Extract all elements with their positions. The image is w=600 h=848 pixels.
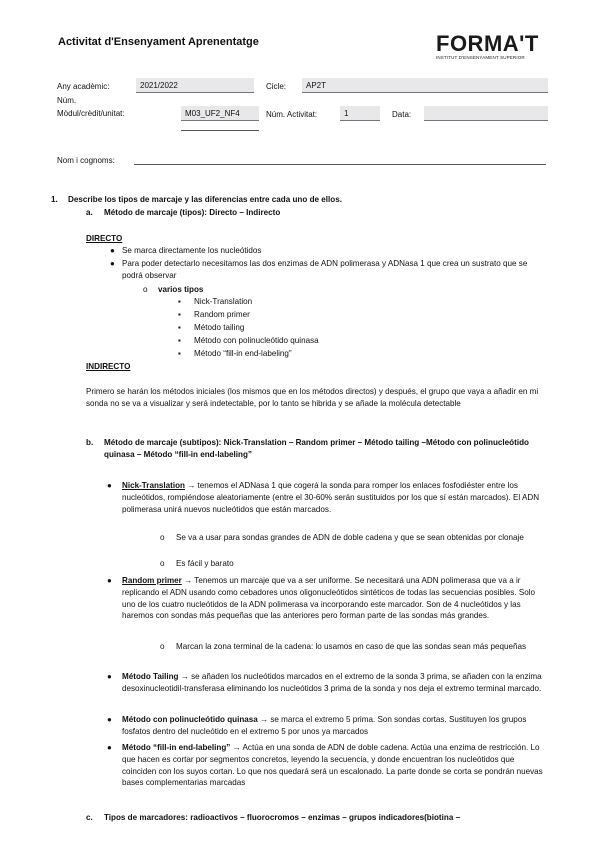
square-bullet-icon: ▪ <box>178 336 181 345</box>
num-label: Núm. <box>57 96 77 105</box>
nick-translation-item <box>122 480 544 515</box>
logo-sub-text: INSTITUT D'ENSENYAMENT SUPERIOR <box>436 55 525 60</box>
varios-tipos: varios tipos <box>158 285 204 294</box>
nick-sub-1: Se va a usar para sondas grandes de ADN de doble cadena y que se sean obtenidas por clonaje <box>176 533 524 542</box>
data-label: Data: <box>392 110 412 119</box>
bullet-icon: ● <box>110 259 115 268</box>
bullet-icon: ● <box>110 246 115 255</box>
nom-field[interactable] <box>134 164 546 165</box>
square-bullet-icon: ▪ <box>178 297 181 306</box>
bullet-icon: ● <box>107 743 112 752</box>
bullet-icon: ● <box>107 715 112 724</box>
circle-marker: o <box>160 642 165 651</box>
institution-logo <box>436 31 546 60</box>
year-label: Any acadèmic: <box>57 82 110 91</box>
logo-main-text: FORMA'T <box>436 31 539 56</box>
circle-marker: o <box>160 533 165 542</box>
fill-in-text: → Actúa en una sonda de ADN de doble cadena. Actúa una enzima de restricción. Lo que hacen es cortar por segmentos concretos, leyendo la secuencia, y donde encuentran los nucleótidos que coinciden con los suyos cortan. Lo que nos quedará será un escalonado. La parte donde se corta se pondrán nuevas bases complementarias marcadas <box>122 743 543 788</box>
section-c-title: Tipos de marcadores: radioactivos – fluorocromos – enzimas – grupos indicadores(biotina – <box>104 813 461 822</box>
modul-field[interactable]: M03_UF2_NF4 <box>181 106 259 121</box>
fill-in-term: Método “fill-in end-labeling” <box>122 743 231 752</box>
directo-bullet-1: Se marca directamente los nucleótidos <box>122 246 262 255</box>
type-item: Método “fill-in end-labeling” <box>194 349 292 358</box>
nick-translation-term: Nick-Translation <box>122 481 185 490</box>
directo-bullet-2: Para poder detectarlo necesitamos las dos enzimas de ADN polimerasa y ADNasa 1 que crea un sustrato que se podrá observar <box>122 259 528 280</box>
page-title: Activitat d'Ensenyament Aprenentatge <box>58 36 259 48</box>
bullet-icon: ● <box>107 481 112 490</box>
modul-label: Mòdul/crèdit/unitat: <box>57 109 125 118</box>
random-primer-text: → Tenemos un marcaje que va a ser uniforme. Se necesitará una ADN polimerasa que va a ir replicando el ADN usando como cebadores unos oligonucleótidos sintéticos de todas las secuencias posibles. Solo uno de los cuatro nucleótidos de la ADN polimerasa va incorporando este marcador. Son de 4 nucleótidos y las haremos con sondas más pequeñas que las anteriores pero forman parte de las sondas más grandes. <box>122 576 536 621</box>
type-item: Nick-Translation <box>194 297 253 306</box>
circle-marker: o <box>143 285 148 294</box>
fill-in-item <box>122 742 546 789</box>
random-primer-item <box>122 575 546 622</box>
circle-marker: o <box>160 559 165 568</box>
tailing-term: Método Tailing <box>122 672 179 681</box>
cicle-field[interactable]: AP2T <box>302 78 548 93</box>
bullet-icon: ● <box>107 672 112 681</box>
data-field[interactable] <box>424 106 548 121</box>
activitat-label: Núm. Activitat: <box>266 110 318 119</box>
section-a-letter: a. <box>86 208 93 217</box>
nom-label: Nom i cognoms: <box>57 156 115 165</box>
random-sub-1: Marcan la zona terminal de la cadena: lo usamos en caso de que las sondas sean más pequeñas <box>176 642 527 651</box>
question-text: Describe los tipos de marcaje y las diferencias entre cada uno de ellos. <box>68 195 342 204</box>
directo-heading: DIRECTO <box>86 234 123 243</box>
question-number: 1. <box>51 195 58 204</box>
type-item: Método con polinucleótido quinasa <box>194 336 319 345</box>
type-item: Random primer <box>194 310 250 319</box>
quinasa-text: → se marca el extremo 5 prima. Son sondas cortas. Sustituyen los grupos fosfatos dentro del nucleótido en el extremo 5 por unos ya marcados <box>122 715 527 736</box>
cicle-label: Cicle: <box>266 82 287 91</box>
nick-sub-2: Es fácil y barato <box>176 559 234 568</box>
bullet-icon: ● <box>107 576 112 585</box>
section-c-letter: c. <box>86 813 93 822</box>
quinasa-term: Método con polinucleótido quinasa <box>122 715 258 724</box>
square-bullet-icon: ▪ <box>178 323 181 332</box>
activitat-field[interactable]: 1 <box>340 106 380 121</box>
section-a-title: Método de marcaje (tipos): Directo – Indirecto <box>104 208 281 217</box>
indirecto-heading: INDIRECTO <box>86 362 131 371</box>
quinasa-item <box>122 714 546 738</box>
type-item: Método tailing <box>194 323 245 332</box>
year-field[interactable]: 2021/2022 <box>136 78 254 93</box>
indirecto-paragraph: Primero se harán los métodos iniciales (los mismos que en los métodos directos) y después, el grupo que vaya a añadir en mi sonda no se va a visualizar y será indetectable, por lo tanto se hibrida y se añade la molécula detectable <box>86 387 539 408</box>
section-b-letter: b. <box>86 438 94 447</box>
tailing-item <box>122 671 546 695</box>
tailing-text: → se añaden los nucleótidos marcados en el extremo de la sonda 3 prima, se añaden con la enzima desoxinucleotidil-transferasa eliminando los nucleótidos 3 prima de la sonda y nos deja el extremo terminal marcado. <box>122 672 542 693</box>
modul-underline <box>181 130 259 131</box>
square-bullet-icon: ▪ <box>178 310 181 319</box>
nick-translation-text: → tenemos el ADNasa 1 que cogerá la sonda para romper los enlaces fosfodiéster entre los nucleótidos, rompiéndose aleatoriamente (entre el 30-60% serán sustituidos por los que sí están marcados). El ADN polimerasa unirá nuevos nucleótidos que están marcados. <box>122 481 540 514</box>
square-bullet-icon: ▪ <box>178 349 181 358</box>
section-b-title: Método de marcaje (subtipos): Nick-Translation – Random primer – Método tailing –Método con polinucleótido quinasa – Método “fill-in end-labeling” <box>104 438 529 459</box>
random-primer-term: Random primer <box>122 576 182 585</box>
